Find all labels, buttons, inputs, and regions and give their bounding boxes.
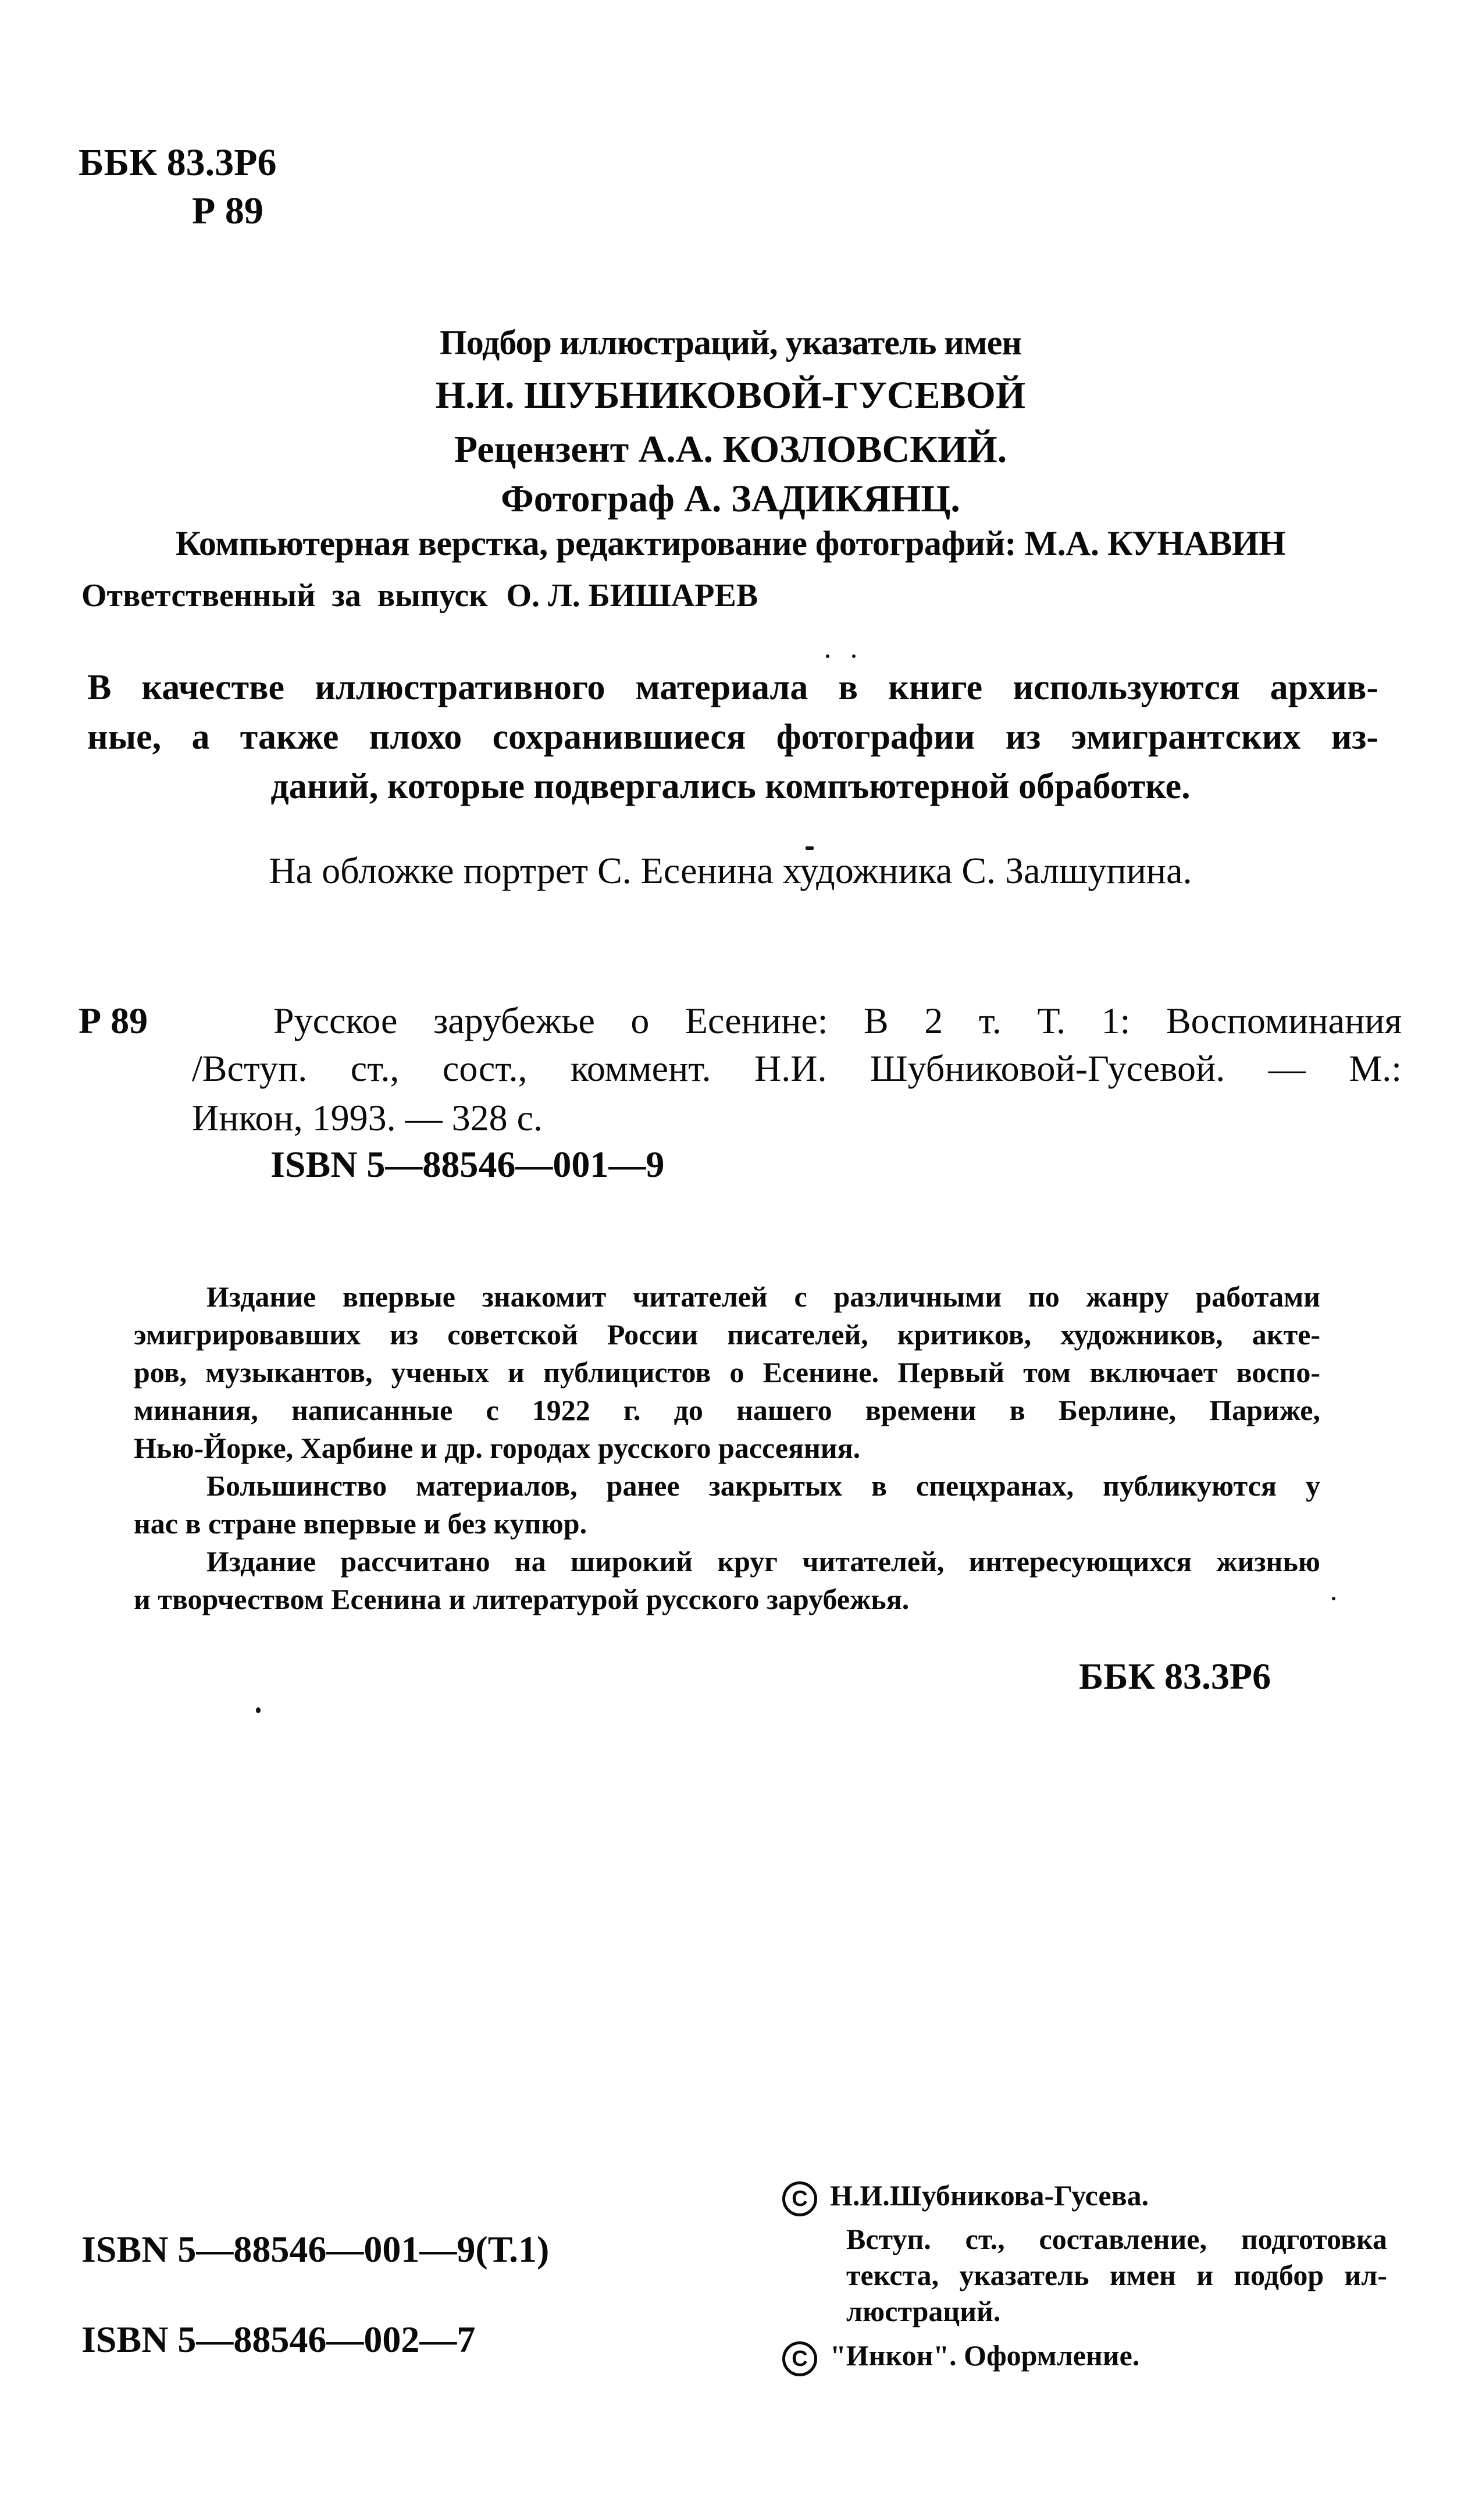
scan-speck [256, 1707, 261, 1713]
copyright-holder-2-name: "Инкон". Оформление. [830, 2339, 1140, 2372]
annotation-line: Нью-Йорке, Харбине и др. городах русского рассеяния. [134, 1432, 861, 1464]
catalog-line: /Вступ. ст., сост., коммент. Н.И. Шубниковой-Гусевой. — М.: [192, 1048, 1402, 1089]
bbk-code-bottom: ББК 83.3Р6 [1079, 1656, 1271, 1697]
illustration-note-line: даний, которые подвергались компъютерной обработке. [270, 767, 1191, 806]
credit-responsible-name: О. Л. БИШАРЕВ [506, 578, 758, 614]
catalog-code: Р 89 [79, 1000, 148, 1041]
credit-responsible-label: Ответственный за выпуск [81, 578, 488, 614]
copyright-detail-line: люстраций. [846, 2295, 1001, 2327]
annotation-line: и творчеством Есенина и литературой русского зарубежья. [134, 1583, 910, 1615]
cover-note: На обложке портрет С. Есенина художника С. Залшупина. [269, 850, 1192, 891]
annotation-line: Издание впервые знакомит читателей с различными по жанру работами [206, 1280, 1320, 1313]
scan-speck [852, 654, 856, 658]
annotation-line: ров, музыкантов, ученых и публицистов о Есенине. Первый том включает воспо- [134, 1356, 1320, 1389]
copyright-holder-2 [782, 2339, 1139, 2376]
copyright-detail-line: Вступ. ст., составление, подготовка [846, 2223, 1387, 2255]
credit-compiler: Н.И. ШУБНИКОВОЙ-ГУСЕВОЙ [435, 374, 1026, 417]
copyright-holder-1 [782, 2179, 1149, 2216]
credit-layout: Компьютерная верстка, редактирование фотографий: М.А. КУНАВИН [175, 524, 1286, 563]
illustration-note-line: В качестве иллюстративного материала в книге используются архив- [87, 668, 1378, 707]
copyright-icon: C [782, 2341, 817, 2376]
isbn-set: ISBN 5—88546—002—7 [81, 2319, 476, 2360]
credit-photographer: Фотограф А. ЗАДИКЯНЦ. [501, 478, 960, 520]
scan-speck [1332, 1597, 1335, 1600]
annotation-line: минания, написанные с 1922 г. до нашего времени в Берлине, Париже, [134, 1394, 1320, 1426]
bbk-code: ББК 83.3Р6 [79, 141, 277, 184]
scan-speck [806, 846, 814, 850]
catalog-line: Русское зарубежье о Есенине: В 2 т. Т. 1: Воспоминания [273, 1000, 1402, 1041]
credit-illustrations: Подбор иллюстраций, указатель имен [440, 323, 1021, 362]
isbn-volume-1: ISBN 5—88546—001—9(Т.1) [81, 2229, 550, 2270]
annotation-line: Большинство материалов, ранее закрытых в спецхранах, публикуются у [206, 1469, 1320, 1502]
credit-responsible [81, 577, 758, 614]
illustration-note-line: ные, а также плохо сохранившиеся фотографии из эмигрантских из- [87, 717, 1378, 757]
catalog-isbn: ISBN 5—88546—001—9 [270, 1144, 665, 1185]
copyright-detail-line: текста, указатель имен и подбор ил- [846, 2259, 1387, 2291]
catalog-line: Инкон, 1993. — 328 с. [192, 1097, 543, 1138]
annotation-line: эмигрировавших из советской России писателей, критиков, художников, акте- [134, 1318, 1320, 1351]
credit-reviewer: Рецензент А.А. КОЗЛОВСКИЙ. [454, 428, 1007, 471]
copyright-icon: C [782, 2181, 817, 2216]
scan-speck [826, 654, 829, 658]
annotation-line: нас в стране впервые и без купюр. [134, 1507, 587, 1540]
author-mark: Р 89 [192, 190, 263, 232]
copyright-holder-1-name: Н.И.Шубникова-Гусева. [830, 2179, 1149, 2212]
annotation-line: Издание рассчитано на широкий круг читателей, интересующихся жизнью [206, 1545, 1320, 1578]
